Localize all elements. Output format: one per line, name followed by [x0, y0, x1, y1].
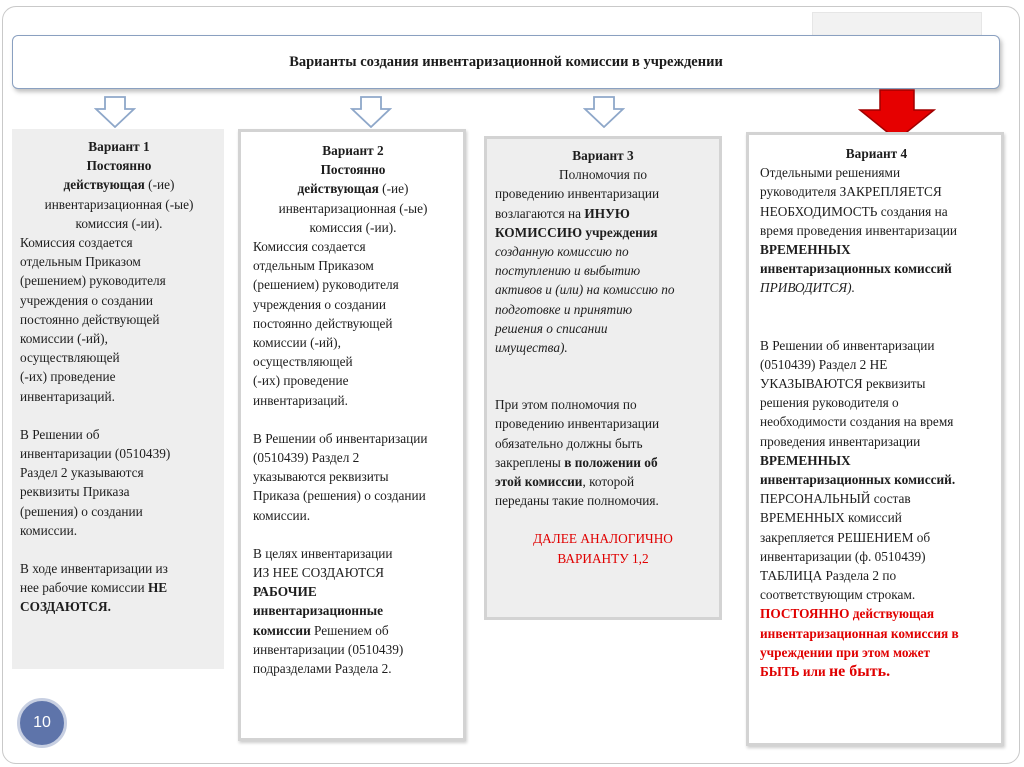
text-line: (-их) проведение: [20, 369, 116, 385]
text-line: проведению инвентаризации: [495, 186, 660, 202]
text-line: инвентаризаций.: [253, 392, 348, 408]
variant-4-card: [746, 132, 1004, 746]
text-line: Раздел 2 указываются: [20, 465, 144, 481]
text-line: подразделами Раздела 2.: [253, 661, 392, 677]
page-number: 10: [33, 714, 51, 731]
text-line: руководителя ЗАКРЕПЛЯЕТСЯ: [760, 184, 942, 200]
text-line: Комиссия создается: [20, 235, 133, 251]
text-line: Отдельными решениями: [760, 165, 901, 181]
text-line: нее рабочие комиссии НЕ: [20, 580, 168, 596]
text-line: КОМИССИЮ учреждения: [495, 224, 658, 240]
variant-3-heading: Вариант 3: [572, 148, 634, 163]
text-line: решения о списании: [495, 320, 608, 336]
text-line: проведению инвентаризации: [495, 416, 660, 432]
down-arrow-icon: [583, 96, 625, 128]
variant-1-subtitle: инвентаризационная (-ые): [44, 196, 194, 212]
text-line: ВРЕМЕННЫХ: [760, 242, 851, 258]
text-line: этой комиссии, которой: [495, 474, 635, 490]
text-line: УКАЗЫВАЮТСЯ реквизиты: [760, 376, 926, 392]
text-line: постоянно действующей: [20, 311, 160, 327]
text-line: (-их) проведение: [253, 373, 349, 389]
text-line: ПЕРСОНАЛЬНЫЙ состав: [760, 491, 911, 507]
text-line: В Решении об: [20, 426, 100, 442]
text-line: постоянно действующей: [253, 315, 393, 331]
text-line: обязательно должны быть: [495, 435, 643, 451]
variant-1-card: [12, 129, 224, 669]
text-line: (0510439) Раздел 2: [253, 450, 360, 466]
note-red: ПОСТОЯННО действующая: [760, 606, 935, 622]
text-line: закреплены в положении об: [495, 454, 658, 470]
note-red: ДАЛЕЕ АНАЛОГИЧНО: [533, 531, 673, 547]
variant-3-card: [484, 136, 722, 620]
text-line: закрепляется РЕШЕНИЕМ об: [760, 529, 931, 545]
down-arrow-icon: [350, 96, 392, 128]
text-line: (0510439) Раздел 2 НЕ: [760, 356, 888, 372]
text-line: Приказа (решения) о создании: [253, 488, 426, 504]
text-line: ИЗ НЕЕ СОЗДАЮТСЯ: [253, 565, 384, 581]
text-line: РАБОЧИЕ: [253, 584, 317, 600]
text-line: инвентаризационных комиссий.: [760, 472, 956, 488]
text-line: инвентаризации (ф. 0510439): [760, 548, 926, 564]
text-line: реквизиты Приказа: [20, 484, 130, 500]
variant-1-subtitle: действующая (-ие): [63, 177, 175, 193]
note-red: учреждении при этом может: [760, 644, 931, 660]
text-line: учреждения о создании: [253, 296, 386, 312]
variant-2-subtitle: действующая (-ие): [297, 181, 409, 197]
text-line: отдельным Приказом: [20, 254, 141, 270]
text-line: ПРИВОДИТСЯ).: [760, 280, 855, 296]
variant-2-subtitle: комиссия (-ии).: [309, 219, 397, 235]
text-line: отдельным Приказом: [253, 258, 374, 274]
text-line: поступлению и выбытию: [495, 263, 641, 279]
text-line: инвентаризационных комиссий: [760, 261, 952, 277]
note-red: БЫТЬ или не быть.: [760, 663, 891, 681]
text-line: необходимости создания на время: [760, 414, 954, 430]
text-line: ВРЕМЕННЫХ комиссий: [760, 510, 902, 526]
text-line: имущества).: [495, 340, 568, 356]
text-line: активов и (или) на комиссию по: [495, 282, 675, 298]
variant-2-card: [238, 129, 466, 741]
text-line: осуществляющей: [253, 354, 353, 370]
text-line: В ходе инвентаризации из: [20, 561, 168, 577]
text-line: соответствующим строкам.: [760, 587, 916, 603]
text-line: время проведения инвентаризации: [760, 222, 957, 238]
text-line: комиссии.: [253, 507, 311, 523]
text-line: комиссии (-ий),: [20, 331, 108, 347]
text-line: Комиссия создается: [253, 239, 366, 255]
text-line: решения руководителя о: [760, 395, 899, 411]
text-line: ТАБЛИЦА Раздела 2 по: [760, 568, 897, 584]
text-line: подготовке и принятию: [495, 301, 633, 317]
text-line: (решения) о создании: [20, 503, 143, 519]
variant-1-subtitle: Постоянно: [86, 158, 152, 174]
text-line: комиссии.: [20, 522, 78, 538]
text-line: (решением) руководителя: [20, 273, 166, 289]
variant-1-subtitle: комиссия (-ии).: [75, 215, 163, 231]
down-arrow-icon: [94, 96, 136, 128]
variant-2-subtitle: Постоянно: [320, 162, 386, 178]
text-line: ВРЕМЕННЫХ: [760, 452, 851, 468]
text-line: (решением) руководителя: [253, 277, 399, 293]
text-line: комиссии (-ий),: [253, 335, 341, 351]
text-line: осуществляющей: [20, 350, 120, 366]
text-line: указываются реквизиты: [253, 469, 389, 485]
text-line: возлагаются на ИНУЮ: [495, 205, 630, 221]
text-line: В целях инвентаризации: [253, 545, 393, 561]
text-line: При этом полномочия по: [495, 397, 637, 413]
text-line: Полномочия по: [559, 167, 647, 183]
text-line: инвентаризации (0510439): [20, 446, 171, 462]
text-line: проведения инвентаризации: [760, 433, 921, 449]
text-line: инвентаризаций.: [20, 388, 115, 404]
text-line: инвентаризационные: [253, 603, 384, 619]
variant-1-heading: Вариант 1: [88, 139, 150, 154]
text-line: переданы такие полномочия.: [495, 493, 659, 509]
page-title: Варианты создания инвентаризационной комиссии в учреждении: [289, 53, 723, 70]
text-line: учреждения о создании: [20, 292, 153, 308]
text-line: В Решении об инвентаризации: [760, 337, 935, 353]
text-line: НЕОБХОДИМОСТЬ создания на: [760, 203, 948, 219]
text-line: созданную комиссию по: [495, 244, 629, 260]
note-red: инвентаризационная комиссия в: [760, 625, 959, 641]
note-red: ВАРИАНТУ 1,2: [557, 550, 649, 566]
variant-4-heading: Вариант 4: [845, 146, 908, 161]
text-line: комиссии Решением об: [253, 622, 389, 638]
variant-2-heading: Вариант 2: [322, 143, 384, 158]
text-line: СОЗДАЮТСЯ.: [20, 599, 111, 615]
text-line: инвентаризации (0510439): [253, 641, 404, 657]
title-box: [12, 35, 1000, 89]
variant-2-subtitle: инвентаризационная (-ые): [278, 200, 428, 216]
text-line: В Решении об инвентаризации: [253, 430, 428, 446]
page-number-badge: [17, 698, 67, 748]
